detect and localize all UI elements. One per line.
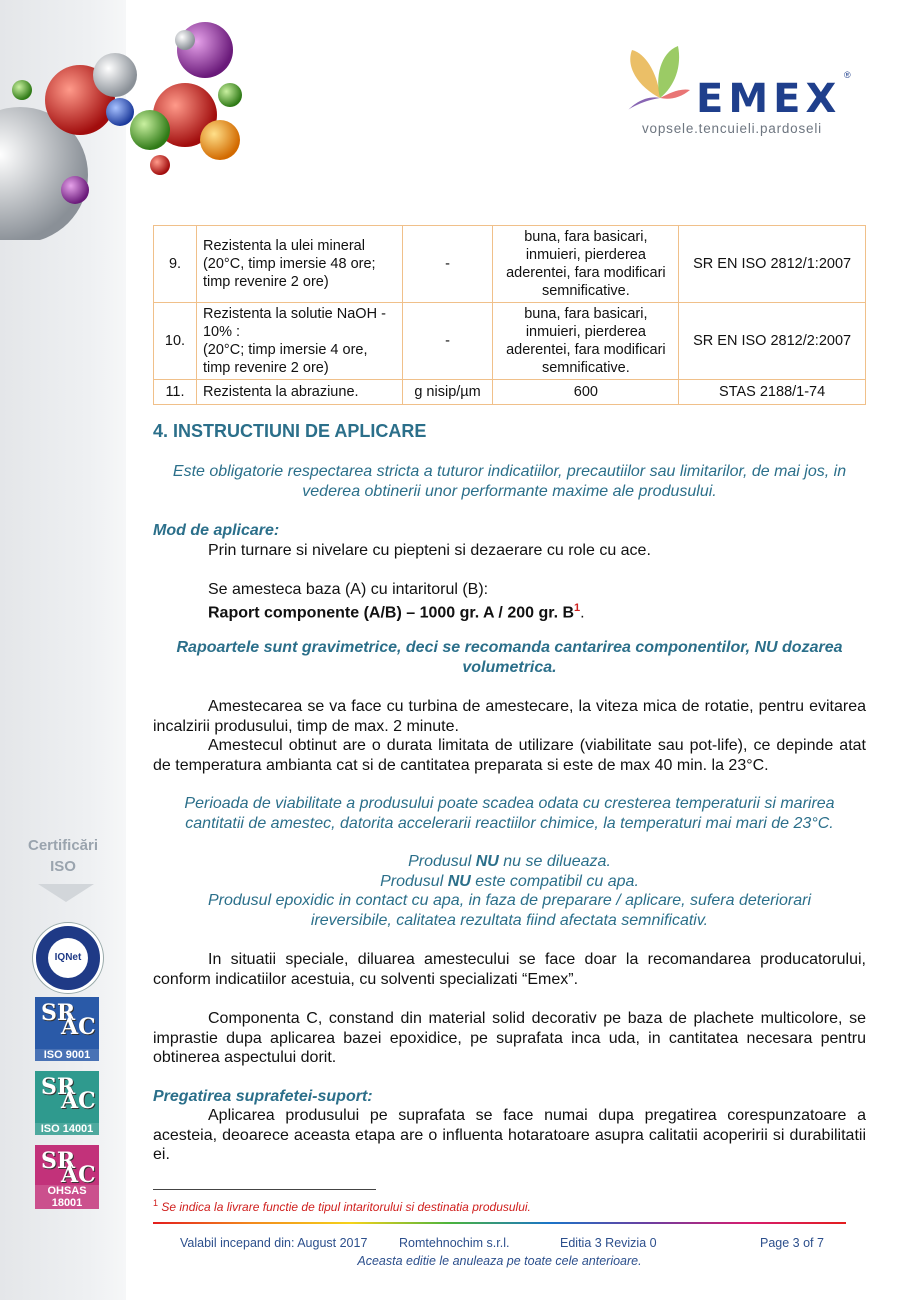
iso-9001-badge: SR AC ISO 9001 [35, 997, 99, 1061]
row-standard: SR EN ISO 2812/1:2007 [679, 226, 866, 303]
gravimetric-note: Rapoartele sunt gravimetrice, deci se recomanda cantarirea componentilor, NU dozarea volumetrica. [176, 639, 843, 676]
footer-valid: Valabil incepand din: August 2017 [180, 1236, 368, 1250]
footer-note: Aceasta editie le anuleaza pe toate cele anterioare. [357, 1254, 642, 1268]
warning-water-post: este compatibil cu apa. [470, 873, 639, 890]
iqnet-badge [33, 923, 103, 993]
registered-mark: ® [844, 70, 851, 80]
iso-9001-label: ISO 9001 [35, 1049, 99, 1061]
ratio-line: Raport componente (A/B) – 1000 gr. A / 200 gr. $B^1$. [208, 602, 585, 622]
sphere-red-small [150, 155, 170, 175]
row-number: 10. [154, 303, 197, 380]
footnote-number: 1 [153, 1198, 159, 1208]
footer-page: Page 3 of 7 [760, 1236, 824, 1250]
sphere-silver-small [175, 30, 195, 50]
warning-dilution-post: nu se dilueaza. [498, 853, 611, 870]
cert-title-line1: Certificări [27, 837, 99, 854]
warning-water-bold: NU [447, 873, 471, 890]
row-property: Rezistenta la abraziune. [196, 380, 402, 405]
mixing-paragraph-2: Amestecul obtinut are o durata limitata de utilizare (viabilitate sau pot-life), ce depinde atat de temperatura ambianta cat si de cantitatea preparata si este de max 40 min. la 23°C. [153, 737, 866, 774]
brand-name: EMEX [696, 76, 842, 122]
iso-14001-label: ISO 14001 [35, 1123, 99, 1135]
row-number: 9. [154, 226, 197, 303]
sphere-silver [93, 53, 137, 97]
footnote-text: Se indica la livrare functie de tipul intaritorului si destinatia produsului. [161, 1200, 531, 1214]
iqnet-label: IQNet [48, 938, 88, 978]
brand-tagline: vopsele.tencuieli.pardoseli [642, 121, 822, 136]
ratio-text: Raport componente (A/B) – 1000 gr. A / 200 gr. B [208, 604, 575, 622]
surface-paragraph: Aplicarea produsului pe suprafata se face numai dupa pregatirea corespunzatoare a acesteia, deoarece aceasta etapa are o influenta hotaratoare asupra calitatii acoperirii si durabilitatii ei. [153, 1107, 866, 1163]
row-value: buna, fara basicari, inmuieri, pierderea aderentei, fara modificari semnificative. [493, 303, 679, 380]
component-c-paragraph: Componenta C, constand din material solid decorativ pe baza de plachete multicolore, se imprastie dupa aplicarea bazei epoxidice, pe suprafata inca uda, in cantitatea necesara pentru obtinerea aspectului dorit. [153, 1010, 866, 1066]
footnote-mark: 1 [574, 602, 581, 614]
mixing-paragraph-1: Amestecarea se va face cu turbina de amestecare, la viteza mica de rotatie, pentru evitarea incalzirii produsului, timp de max. 2 minute. [153, 698, 866, 735]
warning-water-pre: Produsul [380, 873, 448, 890]
sphere-orange [200, 120, 240, 160]
sphere-purple-2 [61, 176, 89, 204]
cert-title-line2: ISO [50, 858, 76, 875]
row-unit: - [402, 226, 493, 303]
dilution-paragraph: In situatii speciale, diluarea amestecului se face doar la recomandarea producatorului, conform indicatiilor acestuia, cu solventi specializati “Emex”. [153, 951, 866, 988]
properties-table [153, 225, 866, 405]
table-row [154, 303, 866, 380]
sphere-green [130, 110, 170, 150]
table-row [154, 226, 866, 303]
row-standard: STAS 2188/1-74 [679, 380, 866, 405]
row-number: 11. [154, 380, 197, 405]
decorative-spheres [0, 0, 260, 240]
footnote-divider [153, 1189, 376, 1190]
row-value: buna, fara basicari, inmuieri, pierderea aderentei, fara modificari semnificative. [493, 226, 679, 303]
mod-title: Mod de aplicare: [153, 522, 280, 539]
emex-logo [620, 38, 870, 148]
mod-text: Prin turnare si nivelare cu piepteni si dezaerare cu role cu ace. [208, 542, 651, 559]
row-property [196, 303, 402, 380]
sphere-green-small [12, 80, 32, 100]
footer-company: Romtehnochim s.r.l. [399, 1236, 510, 1250]
surface-title: Pregatirea suprafetei-suport: [153, 1088, 373, 1105]
intro-note: Este obligatorie respectarea stricta a tuturor indicatiilor, precautiilor sau limitarilor, de mai jos, in vederea obtinerii unor performante maxime ale produsului. [172, 463, 847, 500]
row-unit: - [402, 303, 493, 380]
footer-edition: Editia 3 Revizia 0 [560, 1236, 657, 1250]
section-heading: 4. INSTRUCTIUNI DE APLICARE [153, 421, 427, 441]
butterfly-icon [620, 38, 700, 113]
viability-note: Perioada de viabilitate a produsului poate scadea odata cu cresterea temperaturii si marirea cantitatii de amestec, datorita accelerarii reactiilor chimice, la temperaturi mai mari de 23°C. [184, 795, 835, 832]
sphere-green-2 [218, 83, 242, 107]
warning-epoxy: Produsul epoxidic in contact cu apa, in faza de preparare / aplicare, sufera deteriorari ireversibile, calitatea rezultata fiind afectata semnificativ. [207, 892, 811, 929]
footnote [153, 1198, 531, 1214]
warning-water [153, 872, 866, 892]
row-unit: g nisip/µm [402, 380, 493, 405]
warning-dilution [153, 852, 866, 872]
row-property-line1: Rezistenta la solutie NaOH - 10% : [202, 306, 386, 340]
footer-divider [153, 1222, 846, 1224]
mix-text: Se amesteca baza (A) cu intaritorul (B): [208, 581, 489, 598]
ohsas-18001-badge: SR AC OHSAS 18001 [35, 1145, 99, 1209]
row-standard: SR EN ISO 2812/2:2007 [679, 303, 866, 380]
cert-title [10, 835, 116, 877]
sphere-blue [106, 98, 134, 126]
row-value: 600 [493, 380, 679, 405]
ohsas-18001-label: OHSAS 18001 [35, 1185, 99, 1209]
warning-dilution-bold: NU [475, 853, 499, 870]
warning-dilution-pre: Produsul [408, 853, 476, 870]
iso-14001-badge: SR AC ISO 14001 [35, 1071, 99, 1135]
chevron-down-icon [38, 884, 94, 902]
row-property-line2: (20°C; timp imersie 4 ore, timp revenire 2 ore) [202, 342, 368, 376]
row-property: Rezistenta la ulei mineral (20°C, timp imersie 48 ore; timp revenire 2 ore) [196, 226, 402, 303]
table-row [154, 380, 866, 405]
